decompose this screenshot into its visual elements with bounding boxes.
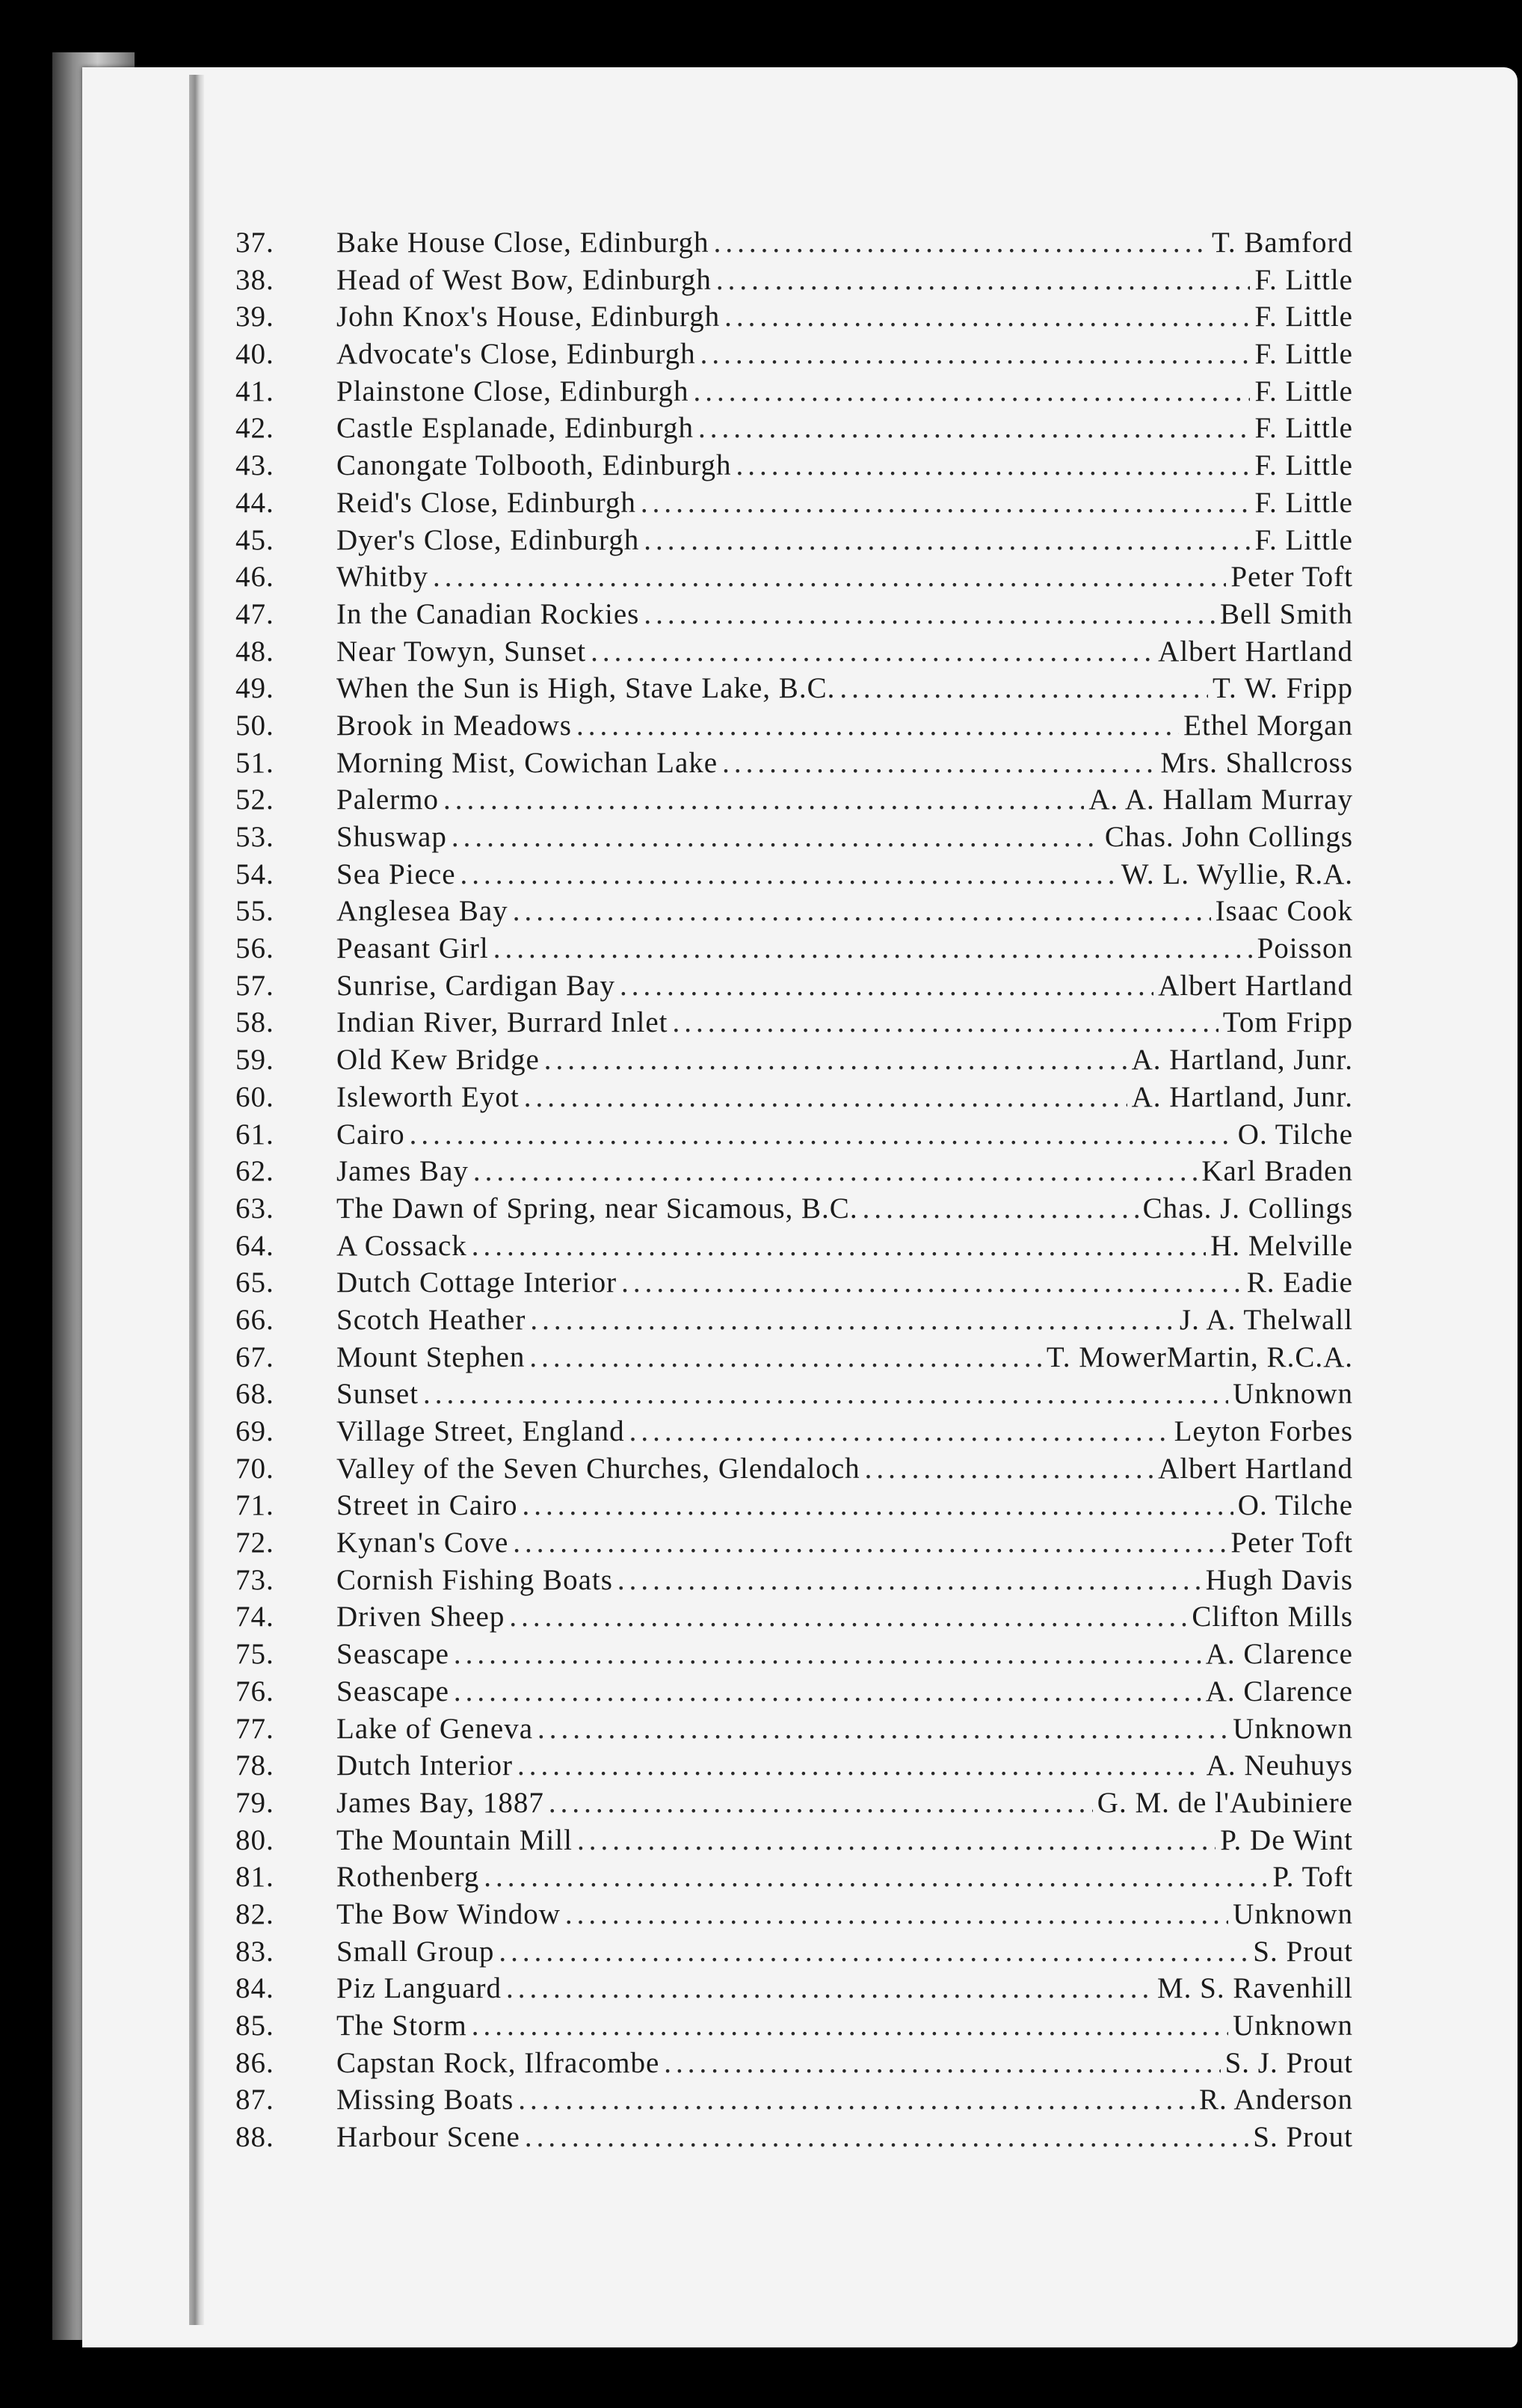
entry-artist: Leyton Forbes: [1174, 1415, 1353, 1447]
entry-number: 63.: [235, 1192, 274, 1225]
entry-number: 83.: [235, 1935, 274, 1968]
entry-artist: R. Anderson: [1199, 2084, 1353, 2116]
entry-title: Palermo: [336, 783, 439, 816]
catalogue-entry: [235, 2081, 1353, 2119]
entry-number: 37.: [235, 227, 274, 259]
catalogue-entry: [235, 1673, 1353, 1710]
entry-title: Street in Cairo: [336, 1489, 518, 1522]
entry-number: 58.: [235, 1006, 274, 1039]
entry-title: Castle Esplanade, Edinburgh: [336, 412, 694, 445]
dot-leader: [714, 224, 1207, 262]
entry-artist: W. L. Wyllie, R.A.: [1121, 857, 1353, 890]
entry-number: 80.: [235, 1823, 274, 1856]
entry-title: Isleworth Eyot: [336, 1080, 520, 1113]
catalogue-entry: [235, 1116, 1353, 1154]
entry-number: 53.: [235, 821, 274, 853]
entry-title: Dyer's Close, Edinburgh: [336, 523, 640, 556]
entry-artist: Unknown: [1233, 1712, 1353, 1745]
catalogue-entry: [235, 2007, 1353, 2045]
entry-title: When the Sun is High, Stave Lake, B.C.: [336, 672, 836, 705]
entry-number: 50.: [235, 709, 274, 742]
entry-title: Morning Mist, Cowichan Lake: [336, 746, 718, 779]
dot-leader: [518, 2081, 1195, 2119]
entry-title: The Bow Window: [336, 1897, 561, 1930]
entry-number: 42.: [235, 412, 274, 445]
catalogue-entry: [235, 670, 1353, 707]
entry-number: 45.: [235, 523, 274, 556]
entry-title: Seascape: [336, 1675, 449, 1708]
catalogue-entry: [235, 930, 1353, 967]
catalogue-entry: [235, 484, 1353, 522]
dot-leader: [443, 781, 1084, 819]
dot-leader: [517, 1747, 1202, 1785]
entry-title: Head of West Bow, Edinburgh: [336, 263, 712, 296]
dot-leader: [629, 1413, 1170, 1450]
entry-title: Seascape: [336, 1638, 449, 1671]
entry-artist: Tom Fripp: [1222, 1006, 1353, 1039]
dot-leader: [565, 1896, 1228, 1933]
dot-leader: [724, 298, 1250, 336]
entry-artist: S. Prout: [1253, 1935, 1353, 1968]
entry-number: 57.: [235, 969, 274, 1002]
catalogue-entry: [235, 1004, 1353, 1041]
entry-number: 78.: [235, 1749, 274, 1782]
entry-artist: A. Neuhuys: [1206, 1749, 1353, 1782]
entry-number: 84.: [235, 1972, 274, 2005]
entry-title: Shuswap: [336, 821, 447, 853]
entry-number: 75.: [235, 1638, 274, 1671]
entry-title: Indian River, Burrard Inlet: [336, 1006, 668, 1039]
entry-title: Mount Stephen: [336, 1340, 526, 1373]
catalogue-entry: [235, 447, 1353, 484]
catalogue-entry: [235, 819, 1353, 856]
entry-artist: R. Eadie: [1246, 1266, 1353, 1299]
entry-title: Missing Boats: [336, 2084, 514, 2116]
entry-number: 62.: [235, 1155, 274, 1188]
dot-leader: [694, 373, 1251, 410]
entry-title: Old Kew Bridge: [336, 1044, 540, 1077]
catalogue-entry: [235, 1710, 1353, 1748]
entry-title: Bake House Close, Edinburgh: [336, 227, 709, 259]
entry-title: Sunset: [336, 1378, 419, 1411]
entry-number: 43.: [235, 449, 274, 482]
entry-number: 85.: [235, 2010, 274, 2042]
entry-title: Lake of Geneva: [336, 1712, 534, 1745]
entry-title: Piz Languard: [336, 1972, 502, 2005]
dot-leader: [525, 2119, 1248, 2156]
dot-leader: [621, 1264, 1242, 1302]
catalogue-entry: [235, 298, 1353, 336]
entry-title: Driven Sheep: [336, 1601, 505, 1633]
entry-number: 66.: [235, 1303, 274, 1336]
entry-artist: S. J. Prout: [1224, 2046, 1353, 2079]
entry-title: Dutch Interior: [336, 1749, 514, 1782]
entry-artist: Mrs. Shallcross: [1160, 746, 1353, 779]
catalogue-entry: [235, 633, 1353, 671]
entry-number: 74.: [235, 1601, 274, 1633]
catalogue-entry: [235, 2045, 1353, 2082]
dot-leader: [522, 1487, 1233, 1524]
entry-title: Small Group: [336, 1935, 495, 1968]
entry-title: Scotch Heather: [336, 1303, 526, 1336]
entry-number: 76.: [235, 1675, 274, 1708]
page-gutter: [189, 75, 204, 2325]
entry-number: 49.: [235, 672, 274, 705]
entry-number: 61.: [235, 1118, 274, 1151]
entry-artist: O. Tilche: [1237, 1489, 1353, 1522]
entry-artist: Hugh Davis: [1205, 1563, 1353, 1596]
entry-artist: G. M. de l'Aubiniere: [1097, 1786, 1353, 1819]
catalogue-entry: [235, 1636, 1353, 1673]
entry-number: 88.: [235, 2121, 274, 2154]
dot-leader: [722, 745, 1156, 782]
entry-title: James Bay, 1887: [336, 1786, 544, 1819]
entry-artist: A. Clarence: [1205, 1638, 1353, 1671]
catalogue-entry: [235, 522, 1353, 559]
entry-artist: Albert Hartland: [1158, 635, 1353, 668]
catalogue-entry: [235, 596, 1353, 633]
entry-number: 56.: [235, 932, 274, 965]
entry-artist: T. MowerMartin, R.C.A.: [1046, 1340, 1353, 1373]
entry-title: Dutch Cottage Interior: [336, 1266, 617, 1299]
entry-artist: Clifton Mills: [1192, 1601, 1353, 1633]
catalogue-entry: [235, 1896, 1353, 1933]
entry-number: 73.: [235, 1563, 274, 1596]
catalogue-entry: [235, 2119, 1353, 2156]
catalogue-entry: [235, 336, 1353, 373]
entry-artist: F. Little: [1254, 449, 1353, 482]
dot-leader: [863, 1190, 1139, 1228]
entry-number: 46.: [235, 561, 274, 594]
entry-artist: F. Little: [1254, 486, 1353, 519]
entry-artist: Albert Hartland: [1158, 1452, 1353, 1485]
catalogue-entry: [235, 558, 1353, 596]
dot-leader: [460, 856, 1117, 893]
dot-leader: [530, 1302, 1175, 1339]
entry-title: The Storm: [336, 2010, 467, 2042]
entry-title: Harbour Scene: [336, 2121, 520, 2154]
catalogue-entry: [235, 262, 1353, 299]
dot-leader: [410, 1116, 1233, 1154]
catalogue-entry: [235, 1413, 1353, 1450]
entry-artist: S. Prout: [1253, 2121, 1353, 2154]
dot-leader: [499, 1933, 1248, 1971]
entry-number: 59.: [235, 1044, 274, 1077]
entry-title: Rothenberg: [336, 1861, 480, 1894]
entry-title: Reid's Close, Edinburgh: [336, 486, 636, 519]
dot-leader: [472, 1228, 1206, 1265]
catalogue-entry: [235, 1153, 1353, 1190]
entry-title: A Cossack: [336, 1229, 467, 1262]
dot-leader: [865, 1450, 1154, 1488]
dot-leader: [577, 1822, 1216, 1859]
entry-title: In the Canadian Rockies: [336, 597, 640, 630]
entry-number: 39.: [235, 301, 274, 333]
catalogue-entry: [235, 1747, 1353, 1785]
entry-title: Plainstone Close, Edinburgh: [336, 375, 689, 407]
catalogue-entry: [235, 781, 1353, 819]
entry-title: Village Street, England: [336, 1415, 625, 1447]
dot-leader: [537, 1710, 1228, 1748]
catalogue-entry: [235, 1041, 1353, 1079]
entry-number: 82.: [235, 1897, 274, 1930]
dot-leader: [493, 930, 1253, 967]
dot-leader: [644, 522, 1250, 559]
dot-leader: [549, 1785, 1093, 1822]
dot-leader: [529, 1339, 1041, 1376]
dot-leader: [473, 1153, 1197, 1190]
entry-number: 71.: [235, 1489, 274, 1522]
entry-artist: J. A. Thelwall: [1179, 1303, 1353, 1336]
entry-artist: Bell Smith: [1220, 597, 1353, 630]
entry-number: 55.: [235, 895, 274, 928]
entry-title: The Mountain Mill: [336, 1823, 573, 1856]
entry-artist: T. W. Fripp: [1213, 672, 1353, 705]
entry-title: Peasant Girl: [336, 932, 489, 965]
catalogue-entry: [235, 1450, 1353, 1488]
catalogue-entry: [235, 1228, 1353, 1265]
catalogue-entry: [235, 1487, 1353, 1524]
entry-artist: Isaac Cook: [1215, 895, 1353, 928]
entry-artist: Karl Braden: [1201, 1155, 1353, 1188]
entry-number: 81.: [235, 1861, 274, 1894]
dot-leader: [472, 2007, 1228, 2045]
entry-artist: M. S. Ravenhill: [1156, 1972, 1353, 2005]
entry-title: Advocate's Close, Edinburgh: [336, 338, 696, 371]
entry-title: Whitby: [336, 561, 428, 594]
catalogue-entry: [235, 1524, 1353, 1562]
entry-title: James Bay: [336, 1155, 469, 1188]
entry-title: Capstan Rock, Ilfracombe: [336, 2046, 660, 2079]
dot-leader: [664, 2045, 1220, 2082]
entry-number: 67.: [235, 1340, 274, 1373]
entry-title: Cornish Fishing Boats: [336, 1563, 613, 1596]
entry-artist: F. Little: [1254, 338, 1353, 371]
entry-artist: T. Bamford: [1211, 227, 1353, 259]
entry-number: 48.: [235, 635, 274, 668]
entry-artist: Unknown: [1233, 1378, 1353, 1411]
entry-title: Kynan's Cove: [336, 1527, 509, 1559]
dot-leader: [454, 1636, 1201, 1673]
catalogue-entry: [235, 745, 1353, 782]
dot-leader: [736, 447, 1251, 484]
entry-number: 38.: [235, 263, 274, 296]
dot-leader: [698, 410, 1251, 447]
dot-leader: [617, 1562, 1201, 1599]
catalogue-entry: [235, 373, 1353, 410]
dot-leader: [641, 484, 1251, 522]
entry-number: 51.: [235, 746, 274, 779]
catalogue-entry: [235, 1376, 1353, 1413]
entry-artist: Unknown: [1233, 1897, 1353, 1930]
entry-number: 64.: [235, 1229, 274, 1262]
catalogue-entry: [235, 1190, 1353, 1228]
entry-artist: H. Melville: [1210, 1229, 1353, 1262]
catalogue-entry: [235, 1785, 1353, 1822]
entry-title: Valley of the Seven Churches, Glendaloch: [336, 1452, 860, 1485]
dot-leader: [672, 1004, 1218, 1041]
entry-number: 40.: [235, 338, 274, 371]
entry-artist: A. Clarence: [1205, 1675, 1353, 1708]
entry-artist: P. De Wint: [1220, 1823, 1353, 1856]
entry-number: 44.: [235, 486, 274, 519]
entry-artist: Ethel Morgan: [1183, 709, 1353, 742]
catalogue-entry: [235, 1302, 1353, 1339]
catalogue-entry: [235, 1562, 1353, 1599]
catalogue-entry: [235, 410, 1353, 447]
dot-leader: [452, 819, 1100, 856]
entry-artist: Poisson: [1257, 932, 1353, 965]
catalogue-entry: [235, 1598, 1353, 1636]
dot-leader: [620, 967, 1153, 1005]
entry-title: John Knox's House, Edinburgh: [336, 301, 721, 333]
entry-number: 77.: [235, 1712, 274, 1745]
entry-title: Sea Piece: [336, 857, 456, 890]
dot-leader: [700, 336, 1251, 373]
dot-leader: [716, 262, 1251, 299]
dot-leader: [524, 1079, 1127, 1116]
entry-number: 79.: [235, 1786, 274, 1819]
entry-artist: P. Toft: [1272, 1861, 1353, 1894]
entry-number: 54.: [235, 857, 274, 890]
catalogue-entry: [235, 1822, 1353, 1859]
entry-title: Brook in Meadows: [336, 709, 572, 742]
entry-artist: A. Hartland, Junr.: [1131, 1044, 1353, 1077]
dot-leader: [644, 596, 1216, 633]
entry-artist: Chas. John Collings: [1104, 821, 1353, 853]
catalogue-entry: [235, 1933, 1353, 1971]
entry-title: The Dawn of Spring, near Sicamous, B.C.: [336, 1192, 858, 1225]
entry-number: 52.: [235, 783, 274, 816]
dot-leader: [513, 893, 1211, 930]
entry-title: Canongate Tolbooth, Edinburgh: [336, 449, 732, 482]
dot-leader: [576, 707, 1179, 745]
dot-leader: [484, 1859, 1268, 1896]
entry-number: 60.: [235, 1080, 274, 1113]
entry-number: 86.: [235, 2046, 274, 2079]
entry-title: Near Towyn, Sunset: [336, 635, 587, 668]
dot-leader: [544, 1041, 1127, 1079]
catalogue-entry: [235, 1264, 1353, 1302]
entry-artist: Unknown: [1233, 2010, 1353, 2042]
entry-artist: Peter Toft: [1230, 561, 1353, 594]
catalogue-entry: [235, 856, 1353, 893]
entry-artist: O. Tilche: [1237, 1118, 1353, 1151]
dot-leader: [433, 558, 1226, 596]
entry-number: 47.: [235, 597, 274, 630]
entry-artist: F. Little: [1254, 375, 1353, 407]
catalogue-entry: [235, 1339, 1353, 1376]
dot-leader: [506, 1970, 1153, 2007]
catalogue-entry: [235, 967, 1353, 1005]
entry-artist: F. Little: [1254, 523, 1353, 556]
dot-leader: [423, 1376, 1228, 1413]
dot-leader: [513, 1524, 1226, 1562]
dot-leader: [509, 1598, 1187, 1636]
dot-leader: [454, 1673, 1201, 1710]
catalogue-entry: [235, 1970, 1353, 2007]
entry-artist: Albert Hartland: [1158, 969, 1353, 1002]
entry-title: Anglesea Bay: [336, 895, 508, 928]
entry-number: 69.: [235, 1415, 274, 1447]
catalogue-entry: [235, 224, 1353, 262]
entry-number: 72.: [235, 1527, 274, 1559]
catalogue-list: [235, 224, 1353, 2156]
dot-leader: [839, 670, 1208, 707]
dot-leader: [591, 633, 1153, 671]
catalogue-entry: [235, 1859, 1353, 1896]
entry-title: Cairo: [336, 1118, 405, 1151]
catalogue-entry: [235, 893, 1353, 930]
entry-artist: F. Little: [1254, 412, 1353, 445]
entry-artist: Chas. J. Collings: [1142, 1192, 1353, 1225]
entry-artist: F. Little: [1254, 301, 1353, 333]
entry-number: 68.: [235, 1378, 274, 1411]
entry-artist: F. Little: [1254, 263, 1353, 296]
entry-number: 65.: [235, 1266, 274, 1299]
catalogue-entry: [235, 1079, 1353, 1116]
entry-number: 41.: [235, 375, 274, 407]
catalogue-entry: [235, 707, 1353, 745]
entry-number: 87.: [235, 2084, 274, 2116]
entry-number: 70.: [235, 1452, 274, 1485]
entry-artist: A. Hartland, Junr.: [1131, 1080, 1353, 1113]
entry-title: Sunrise, Cardigan Bay: [336, 969, 616, 1002]
entry-artist: A. A. Hallam Murray: [1088, 783, 1353, 816]
entry-artist: Peter Toft: [1230, 1527, 1353, 1559]
